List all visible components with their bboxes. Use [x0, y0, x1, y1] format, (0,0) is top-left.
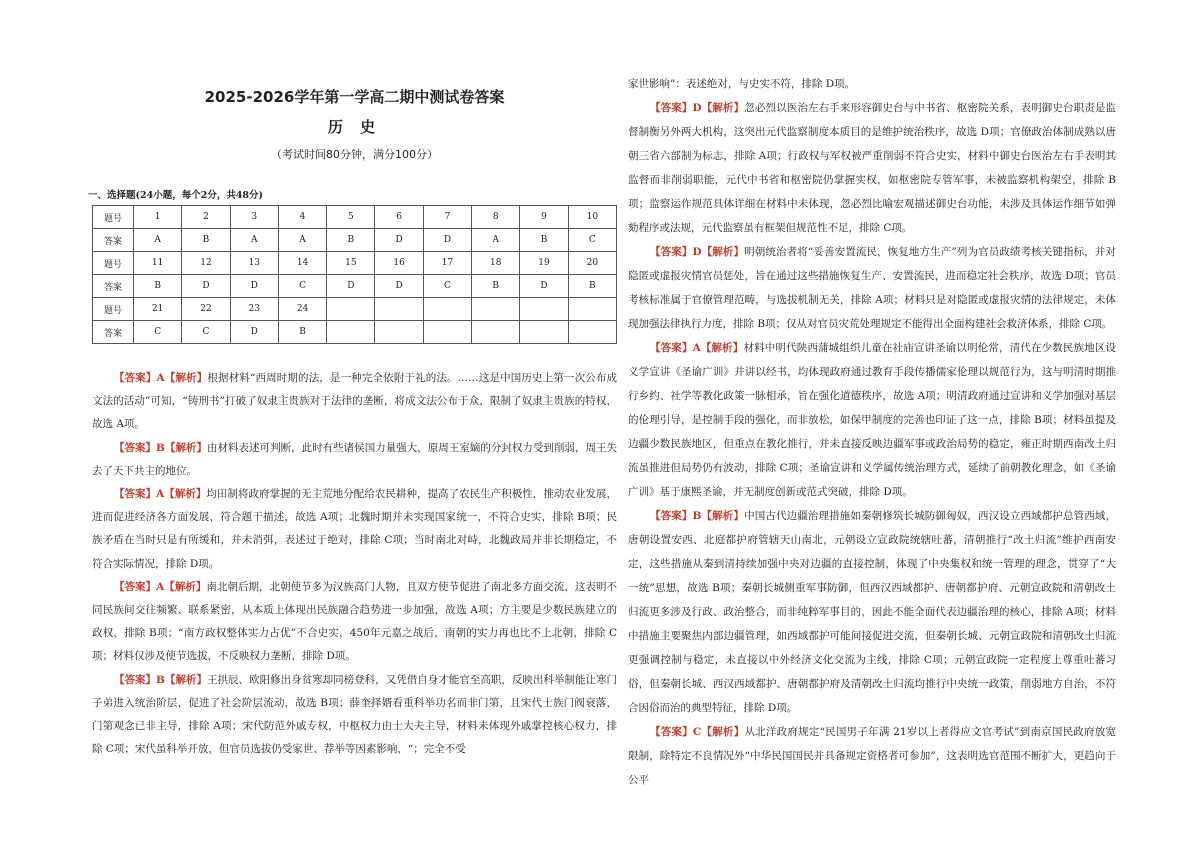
table-cell: B	[278, 321, 326, 344]
table-cell: 18	[472, 252, 520, 275]
table-cell: C	[568, 229, 616, 252]
answer-tag: 【答案】A【解析】	[114, 372, 208, 384]
analysis-text: 明朝统治者将“妥善安置流民，恢复地方生产”列为官员政绩考核关键指标，并对隐匿或虚报灾情官员惩处，旨在通过这些措施恢复生产、安置流民，进而稳定社会秩序，故选 D项；官员考核标准属于官僚管理范畴，与选拔机制无关，排除 A项；材料只是对隐匿或虚报灾情的法律规定，未体现加强法律执行力度，排除 B项；仅从对官员灾荒处理规定不能得出全面构建社会救济体系，排除 C项。	[628, 246, 1117, 330]
table-cell: B	[134, 275, 182, 298]
table-cell: 10	[568, 206, 616, 229]
answer-tag: 【答案】D【解析】	[650, 102, 745, 114]
table-cell: 14	[278, 252, 326, 275]
table-cell: 23	[230, 298, 278, 321]
table-cell	[327, 298, 375, 321]
table-row	[93, 275, 617, 298]
answer-tag: 【答案】B【解析】	[114, 673, 207, 686]
table-cell	[520, 298, 568, 321]
table-cell: 7	[423, 206, 471, 229]
analysis-paragraph	[92, 367, 617, 437]
table-cell	[375, 321, 423, 344]
table-cell: 11	[134, 252, 182, 275]
table-cell: D	[375, 229, 423, 252]
table-cell: 13	[230, 252, 278, 275]
table-cell: D	[375, 275, 423, 298]
table-cell: 3	[230, 206, 278, 229]
table-cell	[327, 321, 375, 344]
table-cell: B	[327, 229, 375, 252]
subject-heading: 历 史	[327, 118, 382, 136]
row-header-cell: 题号	[93, 298, 134, 321]
analysis-paragraph	[92, 669, 617, 762]
table-cell: D	[327, 275, 375, 298]
table-cell: 20	[568, 252, 616, 275]
left-analysis	[92, 367, 617, 761]
table-cell: 5	[327, 206, 375, 229]
table-cell: A	[472, 229, 520, 252]
answer-tag: 【答案】B【解析】	[114, 441, 207, 454]
answer-table	[92, 205, 617, 344]
answer-tag: 【答案】A【解析】	[650, 342, 744, 354]
analysis-paragraph	[628, 720, 1116, 792]
table-cell: 24	[278, 298, 326, 321]
table-cell	[520, 321, 568, 344]
table-cell: 4	[278, 206, 326, 229]
row-header-cell: 答案	[93, 275, 134, 298]
table-cell: D	[230, 275, 278, 298]
analysis-text: 由材料表述可判断，此时有些诸侯国力量强大，原周王室嫡的分封权力受到削弱，周王失去了天下共主的地位。	[92, 441, 618, 477]
table-row	[93, 206, 617, 229]
table-row	[93, 229, 617, 252]
answer-tag: 【答案】D【解析】	[650, 246, 745, 258]
analysis-text: 中国古代边疆治理措施如秦朝修筑长城防御匈奴，西汉设立西域都护总管西域，唐朝设置安西、北庭都护府管辖天山南北，元朝设立宣政院统辖吐蕃，清朝推行“改土归流”维护西南安定，这些措施从秦到清持续加强中央对边疆的直接控制，体现了中央集权和统一管理的理念，贯穿了“大一统”思想，故选 B项；秦朝长城侧重军事防御，但西汉西域都护、唐朝都护府、元朝宣政院和清朝改土归流更多涉及行政、政治整合，而非纯粹军事目的，因此不能全面代表边疆治理的核心，排除 A项；材料中措施主要聚焦内部边疆管理，如西域都护可能间接促进交流，但秦朝长城、元朝宣政院和清朝改土归流更强调控制与稳定，未直接以中外经济文化交流为主线，排除 C项；元朝宣政院一定程度上尊重吐蕃习俗，但秦朝长城、西汉西域都护、唐朝都护府及清朝改土归流均推行中央统一政策，削弱地方自治，不符合因俗而治的典型特征，排除 D项。	[628, 510, 1117, 714]
right-column	[628, 72, 1116, 792]
table-cell: B	[472, 275, 520, 298]
answer-tag: 【答案】A【解析】	[114, 580, 207, 593]
table-cell: 15	[327, 252, 375, 275]
table-cell: B	[520, 229, 568, 252]
analysis-text: 均田制将政府掌握的无主荒地分配给农民耕种，提高了农民生产积极性，推动农业发展，进而促进经济各方面发展，符合题干描述，故选 A项；北魏时期并未实现国家统一，不符合史实，排除 B项；民族矛盾在当时只是有所缓和，并未消弭，表述过于绝对，排除 C项；当时南北对峙，北魏政局并非长期稳定，不符合实际情况，排除 D项。	[92, 488, 617, 570]
answer-tag: 【答案】C【解析】	[650, 726, 745, 738]
exam-info: （考试时间80分钟，满分100分）	[271, 148, 438, 161]
analysis-paragraph	[92, 483, 617, 576]
analysis-paragraph	[628, 240, 1116, 336]
table-cell: 2	[182, 206, 230, 229]
table-cell: C	[423, 275, 471, 298]
page-title: 2025-2026学年第一学高二期中测试卷答案	[204, 88, 505, 106]
table-cell	[423, 298, 471, 321]
analysis-paragraph	[92, 437, 617, 483]
answer-tag: 【答案】B【解析】	[650, 510, 745, 522]
table-cell: 22	[182, 298, 230, 321]
continued-paragraph: 家世影响”：表述绝对，与史实不符，排除 D项。	[628, 78, 856, 90]
answer-tag: 【答案】A【解析】	[114, 488, 207, 501]
analysis-paragraph	[628, 96, 1116, 240]
analysis-text: 从北洋政府规定“民国男子年满 21岁以上者得应文官考试”到南京国民政府放宽限制，除特定不良情况外“中华民国国民并具备规定资格者可参加”，这表明选官范围不断扩大，更趋向于公平	[628, 726, 1117, 786]
table-cell: D	[520, 275, 568, 298]
table-cell: C	[134, 321, 182, 344]
table-row	[93, 321, 617, 344]
table-cell: C	[278, 275, 326, 298]
row-header-cell: 答案	[93, 321, 134, 344]
table-cell: 21	[134, 298, 182, 321]
table-cell: 17	[423, 252, 471, 275]
table-row	[93, 252, 617, 275]
table-cell: D	[230, 321, 278, 344]
section-heading: 一、选择题(24小题，每个2分，共48分)	[88, 190, 264, 201]
analysis-text: 王拱辰、欧阳修出身贫寒却同榜登科，又凭借自身才能官至高职，反映出科举制能让寒门子弟进入统治阶层，促进了社会阶层流动，故选 B项；薛奎择婿看重科举功名而非门第，且宋代士族门阀衰落，门第观念已非主导，排除 A项；宋代防范外戚专权，中枢权力由士大夫主导，材料未体现外戚掌控核心权力，排除 C项；宋代虽科举开放，但官员选拔仍受家世、荐举等因素影响，“；完全不受	[92, 673, 618, 756]
row-header-cell: 答案	[93, 229, 134, 252]
table-cell: C	[182, 321, 230, 344]
analysis-paragraph	[628, 504, 1116, 720]
table-cell: 9	[520, 206, 568, 229]
analysis-text: 材料中明代陕西蒲城组织儿童在社庙宣讲圣谕以明伦常，清代在少数民族地区设义学宣讲《圣谕广训》并讲以经书，均体现政府通过教育手段传播儒家伦理以规范行为，这与明清时期推行乡约、社学等教化政策一脉相承，旨在强化道德秩序，故选 A项；明清政府通过宣讲和义学加强对基层的伦理引导，是控制手段的强化，而非放松，如保甲制度的完善也印证了这一点，排除 B项；材料虽提及边疆少数民族地区，但重点在教化推行，并未直接反映边疆军事或政治局势的稳定，雍正时期西南改土归流虽推进但局势仍有波动，排除 C项；圣谕宣讲和义学属传统治理方式，延续了前朝教化理念，如《圣谕广训》基于康熙圣谕，并无制度创新或范式突破，排除 D项。	[628, 342, 1116, 498]
table-cell: 16	[375, 252, 423, 275]
table-cell: B	[568, 275, 616, 298]
analysis-text: 忽必烈以医治左右手来形容御史台与中书省、枢密院关系，表明御史台职责是监督制衡另外两大机构，这突出元代监察制度本质目的是维护统治秩序，故选 D项；官僚政治体制成熟以唐朝三省六部制为标志，排除 A项；行政权与军权被严重削弱不符合史实，材料中御史台医治左右手表明其监督而非削弱职能，元代中书省和枢密院仍掌握实权，如枢密院专管军事，未被监察机构架空，排除 B项；监察运作规范具体详细在材料中未体现，忽必烈比喻宏观描述御史台功能，未涉及具体运作细节如弹劾程序或法规，元代监察虽有框架但规范性不足，排除 C项。	[628, 102, 1116, 234]
table-cell	[568, 298, 616, 321]
table-cell: A	[230, 229, 278, 252]
table-cell	[423, 321, 471, 344]
table-cell: A	[278, 229, 326, 252]
row-header-cell: 题号	[93, 252, 134, 275]
table-cell: D	[182, 275, 230, 298]
table-cell: 8	[472, 206, 520, 229]
analysis-paragraph	[92, 576, 617, 669]
table-cell: A	[134, 229, 182, 252]
analysis-paragraph	[628, 336, 1116, 504]
analysis-text: 根据材料“西周时期的法，是一种完全依附于礼的法。……这是中国历史上第一次公布成文法的活动”可知，“铸刑书”打破了奴隶主贵族对于法律的垄断，将成文法公布于众，限制了奴隶主贵族的特权，故选 A项。	[92, 372, 617, 431]
table-cell: 19	[520, 252, 568, 275]
table-row	[93, 298, 617, 321]
table-cell	[375, 298, 423, 321]
table-cell: 12	[182, 252, 230, 275]
table-cell	[472, 298, 520, 321]
table-cell: B	[182, 229, 230, 252]
table-cell: 6	[375, 206, 423, 229]
right-analysis	[628, 96, 1116, 792]
table-cell: 1	[134, 206, 182, 229]
table-cell: D	[423, 229, 471, 252]
row-header-cell: 题号	[93, 206, 134, 229]
table-cell	[568, 321, 616, 344]
table-cell	[472, 321, 520, 344]
analysis-text: 南北朝后期，北朝使节多为汉族高门人物，且双方使节促进了南北多方面交流，这表明不同民族间交往频繁、联系紧密，从本质上体现出民族融合趋势进一步加强，故选 A项；方主要是少数民族建立的政权，排除 B项；“南方政权整体实力占优”不合史实，450年元嘉之战后，南朝的实力再也比不上北朝，排除 C项；材料仅涉及使节选拔，不反映权力垄断，排除 D项。	[92, 580, 617, 663]
